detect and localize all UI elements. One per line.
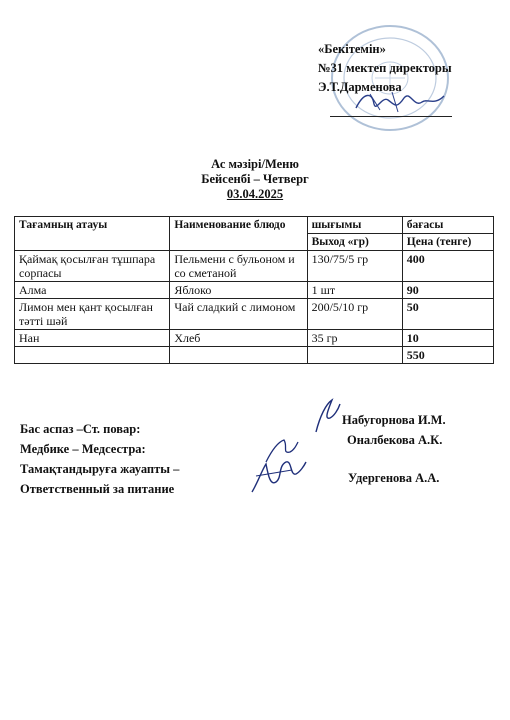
table-row <box>15 299 494 330</box>
dish-yield: 1 шт <box>307 282 402 299</box>
dish-yield: 200/5/10 гр <box>307 299 402 330</box>
cook-role: Бас аспаз –Ст. повар: <box>20 422 141 436</box>
approval-line-1: «Бекітемін» <box>318 42 386 56</box>
header-name-kk: Тағамның атауы <box>15 217 170 251</box>
total-empty-cell <box>170 347 307 364</box>
dish-yield: 130/75/5 гр <box>307 251 402 282</box>
header-price-kk: бағасы <box>402 217 493 234</box>
header-yield-kk: шығымы <box>307 217 402 234</box>
dish-name-kk: Қаймақ қосылған тұшпара сорпасы <box>15 251 170 282</box>
approval-line-2: №31 мектеп директоры <box>318 61 452 75</box>
dish-yield: 35 гр <box>307 330 402 347</box>
dish-name-kk: Лимон мен қант қосылған тәтті шәй <box>15 299 170 330</box>
dish-name-ru: Хлеб <box>170 330 307 347</box>
total-price: 550 <box>402 347 493 364</box>
responsible-signature <box>248 452 308 498</box>
responsible-role-ru: Ответственный за питание <box>20 482 175 496</box>
table-total-row <box>15 347 494 364</box>
approval-line-3: Э.Т.Дарменова <box>318 80 402 94</box>
menu-title: Ас мәзірі/Меню <box>211 157 299 171</box>
table-header-row <box>15 217 494 234</box>
staff-roles <box>20 419 179 499</box>
dish-name-ru: Чай сладкий с лимоном <box>170 299 307 330</box>
responsible-role-kk: Тамақтандыруға жауапты – <box>20 462 180 476</box>
dish-price: 50 <box>402 299 493 330</box>
header-price-ru: Цена (тенге) <box>402 234 493 251</box>
table-row <box>15 282 494 299</box>
responsible-name: Удергенова А.А. <box>348 471 440 485</box>
menu-date: 03.04.2025 <box>226 187 284 201</box>
director-signature <box>352 86 447 116</box>
cook-name: Набугорнова И.М. <box>342 413 446 427</box>
dish-name-kk: Нан <box>15 330 170 347</box>
dish-name-kk: Алма <box>15 282 170 299</box>
dish-name-ru: Пельмени с бульоном и со сметаной <box>170 251 307 282</box>
menu-day: Бейсенбі – Четверг <box>201 172 309 186</box>
header-yield-ru: Выход «гр) <box>307 234 402 251</box>
total-empty-cell <box>15 347 170 364</box>
dish-price: 90 <box>402 282 493 299</box>
table-row <box>15 251 494 282</box>
menu-table <box>14 216 494 364</box>
total-empty-cell <box>307 347 402 364</box>
dish-price: 10 <box>402 330 493 347</box>
dish-price: 400 <box>402 251 493 282</box>
director-signature-line <box>330 116 452 117</box>
header-name-ru: Наименование блюдо <box>170 217 307 251</box>
dish-name-ru: Яблоко <box>170 282 307 299</box>
nurse-role: Медбике – Медсестра: <box>20 442 146 456</box>
table-row <box>15 330 494 347</box>
nurse-name: Оналбекова А.К. <box>347 433 443 447</box>
cook-signature <box>312 396 344 436</box>
